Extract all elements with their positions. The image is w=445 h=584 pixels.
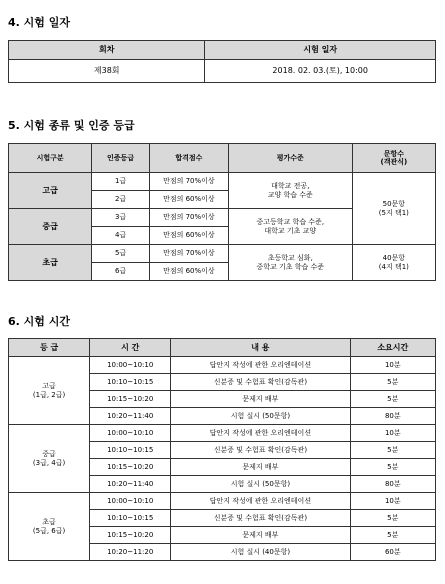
- eval-cell: 초등학교 심화, 중학교 기초 학습 수준: [228, 245, 352, 281]
- level-cell: 초급: [9, 245, 92, 281]
- content-cell: 문제지 배부: [171, 391, 350, 408]
- score-cell: 만점의 70%이상: [149, 209, 228, 227]
- eval-cell: 중고등학교 학습 수준, 대학교 기초 교양: [228, 209, 352, 245]
- grade-group-cell: 고급 (1급, 2급): [9, 357, 90, 425]
- section-6-title: 6. 시험 시간: [8, 315, 70, 328]
- grade-table: [8, 143, 436, 281]
- header-cert-grade: 인증등급: [92, 144, 150, 173]
- score-cell: 만점의 60%이상: [149, 191, 228, 209]
- duration-cell: 10분: [350, 425, 435, 442]
- time-cell: 10:20~11:40: [90, 408, 171, 425]
- content-cell: 신분증 및 수험표 확인(감독관): [171, 374, 350, 391]
- header-round: 회차: [9, 41, 205, 60]
- score-cell: 만점의 70%이상: [149, 245, 228, 263]
- header-time: 시 간: [90, 339, 171, 357]
- content-cell: 문제지 배부: [171, 459, 350, 476]
- time-cell: 10:00~10:10: [90, 357, 171, 374]
- header-content: 내 용: [171, 339, 350, 357]
- header-exam-date: 시험 일자: [205, 41, 436, 60]
- time-cell: 10:10~10:15: [90, 442, 171, 459]
- time-cell: 10:00~10:10: [90, 493, 171, 510]
- table-row: [9, 493, 436, 510]
- time-cell: 10:15~10:20: [90, 459, 171, 476]
- duration-cell: 5분: [350, 527, 435, 544]
- score-cell: 만점의 70%이상: [149, 173, 228, 191]
- content-cell: 시험 실시 (40문항): [171, 544, 350, 561]
- exam-schedule-table: [8, 338, 436, 561]
- time-cell: 10:10~10:15: [90, 510, 171, 527]
- table-row: [9, 425, 436, 442]
- grade-cell: 1급: [92, 173, 150, 191]
- grade-group-cell: 초급 (5급, 6급): [9, 493, 90, 561]
- header-grade: 등 급: [9, 339, 90, 357]
- grade-cell: 3급: [92, 209, 150, 227]
- header-pass-score: 합격점수: [149, 144, 228, 173]
- time-cell: 10:15~10:20: [90, 527, 171, 544]
- header-eval-level: 평가수준: [228, 144, 352, 173]
- grade-group-cell: 중급 (3급, 4급): [9, 425, 90, 493]
- count-cell: 50문항 (5지 택1): [352, 173, 435, 245]
- duration-cell: 5분: [350, 374, 435, 391]
- duration-cell: 60분: [350, 544, 435, 561]
- grade-cell: 5급: [92, 245, 150, 263]
- eval-cell: 대학교 전공, 교양 학습 수준: [228, 173, 352, 209]
- duration-cell: 5분: [350, 459, 435, 476]
- content-cell: 답안지 작성에 관한 오리엔테이션: [171, 493, 350, 510]
- time-cell: 10:15~10:20: [90, 391, 171, 408]
- content-cell: 답안지 작성에 관한 오리엔테이션: [171, 357, 350, 374]
- content-cell: 신분증 및 수험표 확인(감독관): [171, 442, 350, 459]
- duration-cell: 5분: [350, 510, 435, 527]
- table-row: [9, 245, 436, 263]
- duration-cell: 80분: [350, 408, 435, 425]
- exam-date-cell: 2018. 02. 03.(토), 10:00: [205, 60, 436, 83]
- exam-date-table: [8, 40, 436, 83]
- content-cell: 답안지 작성에 관한 오리엔테이션: [171, 425, 350, 442]
- section-4-title: 4. 시험 일자: [8, 16, 70, 29]
- score-cell: 만점의 60%이상: [149, 263, 228, 281]
- score-cell: 만점의 60%이상: [149, 227, 228, 245]
- level-cell: 중급: [9, 209, 92, 245]
- duration-cell: 5분: [350, 442, 435, 459]
- content-cell: 문제지 배부: [171, 527, 350, 544]
- count-cell: 40문항 (4지 택1): [352, 245, 435, 281]
- content-cell: 신분증 및 수험표 확인(감독관): [171, 510, 350, 527]
- table-row: [9, 173, 436, 191]
- duration-cell: 80분: [350, 476, 435, 493]
- header-duration: 소요시간: [350, 339, 435, 357]
- header-question-count: 문항수 (객관식): [352, 144, 435, 173]
- header-exam-type: 시험구분: [9, 144, 92, 173]
- grade-cell: 4급: [92, 227, 150, 245]
- grade-cell: 6급: [92, 263, 150, 281]
- content-cell: 시험 실시 (50문항): [171, 408, 350, 425]
- time-cell: 10:20~11:40: [90, 476, 171, 493]
- section-5-title: 5. 시험 종류 및 인증 등급: [8, 119, 135, 132]
- duration-cell: 10분: [350, 357, 435, 374]
- duration-cell: 10분: [350, 493, 435, 510]
- time-cell: 10:00~10:10: [90, 425, 171, 442]
- duration-cell: 5분: [350, 391, 435, 408]
- content-cell: 시험 실시 (50문항): [171, 476, 350, 493]
- table-row: [9, 357, 436, 374]
- time-cell: 10:20~11:20: [90, 544, 171, 561]
- time-cell: 10:10~10:15: [90, 374, 171, 391]
- round-cell: 제38회: [9, 60, 205, 83]
- table-row: [9, 60, 436, 83]
- level-cell: 고급: [9, 173, 92, 209]
- grade-cell: 2급: [92, 191, 150, 209]
